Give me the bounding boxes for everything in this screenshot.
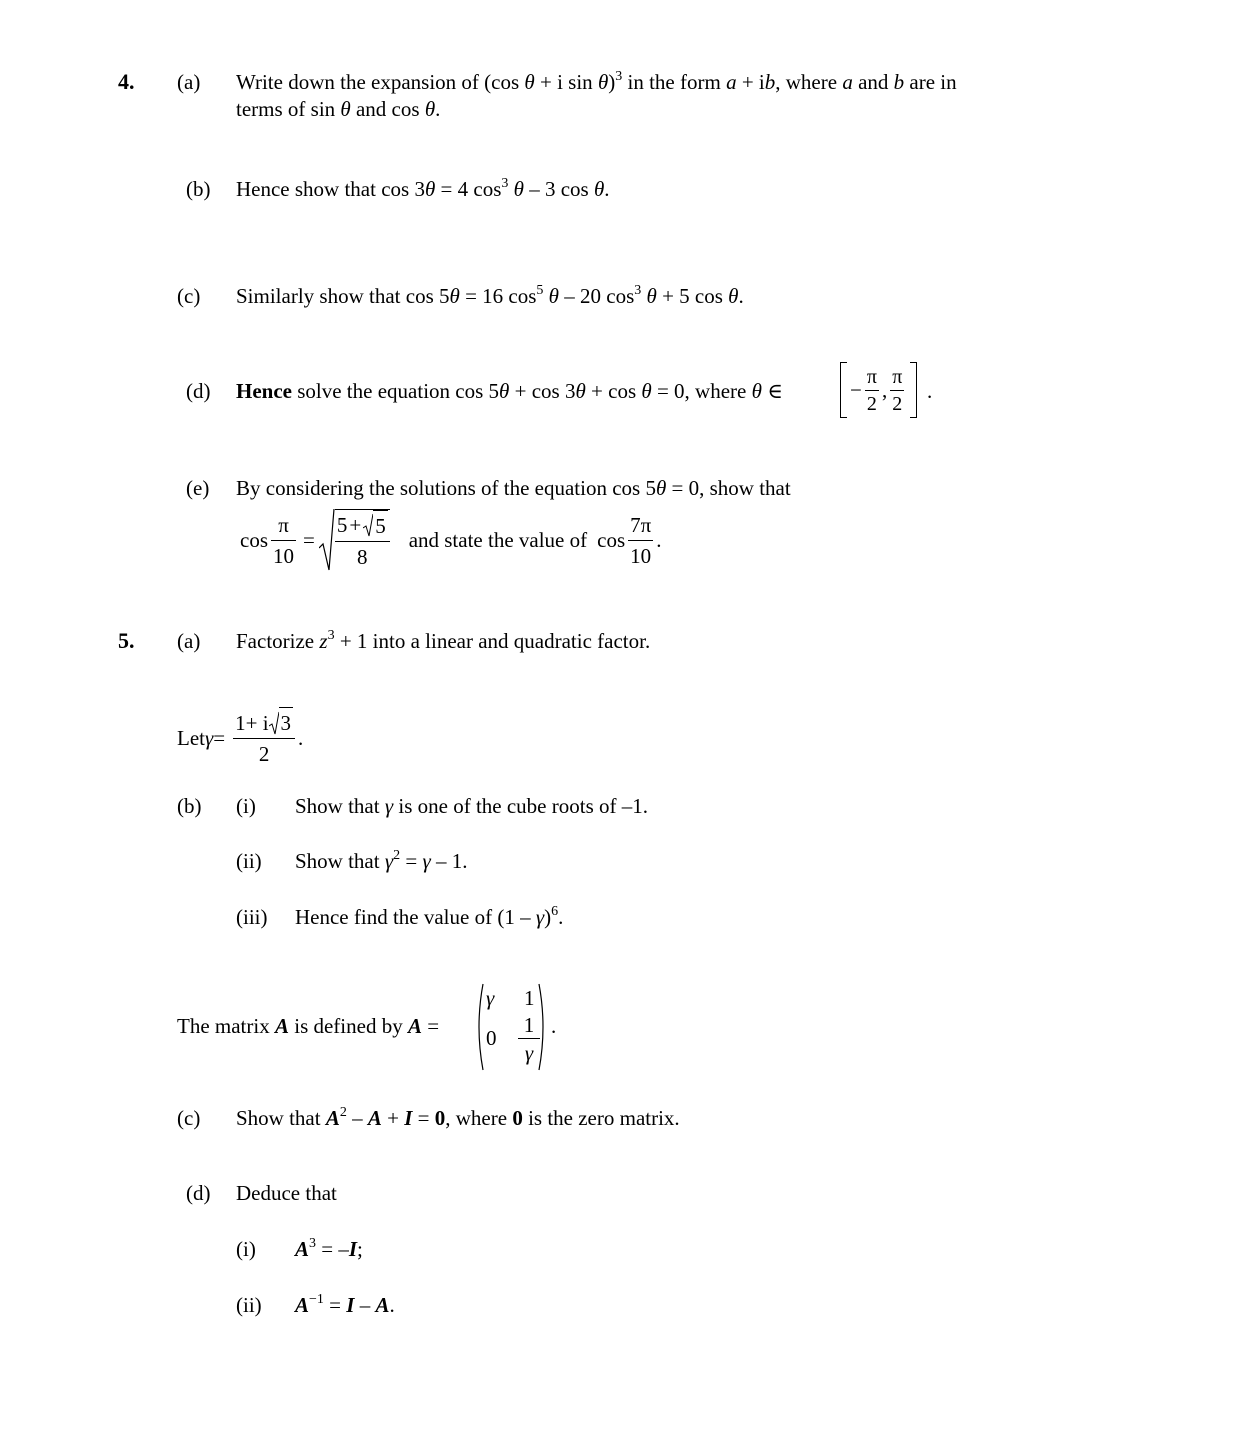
q4d-end: . — [927, 379, 933, 403]
matrix-r2c2: 1 γ — [518, 1012, 540, 1067]
question-5-number: 5. — [118, 628, 135, 653]
q5b-iii-label: (iii) — [236, 905, 268, 929]
q5b-ii-text: Show that $\gamma^2 = \gamma - 1$. — [295, 848, 468, 873]
q5c-text: Show that $A^2 - A + I = 0$, where 0 is the zero matrix. — [236, 1105, 680, 1130]
q4e-formula: cos $\frac{\pi}{10}$ = 5 + 5 8 and state the value of cos $\frac{7\pi}{10}$ . — [240, 508, 661, 572]
q4a-line1: Write down the expansion of (cos θ + i sin θ)$^3$ in the form a + ib, where a and b are in — [236, 69, 957, 94]
q4a-line2: terms of sin θ and cos θ. — [236, 97, 441, 121]
interval-brackets: − $\frac{\pi}{2}$ , $\frac{\pi}{2}$ — [840, 362, 917, 418]
matrix-r1c1: γ — [486, 986, 495, 1010]
sqrt-icon — [319, 508, 335, 572]
q5c-label: (c) — [177, 1106, 201, 1130]
q4b-text: Hence show that cos 3θ = 4 $\cos^3 \theta - 3$ cos θ. — [236, 176, 610, 201]
q4d-label: (d) — [186, 379, 211, 403]
q5d-ii-text: $A^{-1} = I - A$. — [295, 1292, 395, 1317]
q4d-interval — [840, 362, 917, 418]
q4c-label: (c) — [177, 284, 201, 308]
let-gamma-definition: Let γ = 1+ i 3 2 . — [177, 706, 303, 770]
q4c-text: Similarly show that cos 5θ = 16 $\cos^5 \theta - 20$ $\cos^3 \theta + 5$ cos θ. — [236, 283, 744, 308]
matrix-r1c2: 1 — [524, 986, 535, 1010]
q4e-line1: By considering the solutions of the equation cos 5θ = 0, show that — [236, 476, 791, 500]
q5a-label: (a) — [177, 629, 201, 653]
q5a-text: Factorize $z^3 + 1$ into a linear and quadratic factor. — [236, 628, 651, 653]
matrix-r2c1: 0 — [486, 1026, 497, 1050]
q5d-text: Deduce that — [236, 1181, 337, 1205]
q5d-i-text: $A^3 = -I$; — [295, 1236, 363, 1261]
sqrt-icon — [269, 711, 279, 735]
q5b-iii-text: Hence find the value of (1 – γ)$^6$. — [295, 904, 564, 929]
left-paren-icon — [474, 982, 484, 1072]
q5b-i-text: Show that γ is one of the cube roots of –1. — [295, 794, 648, 818]
right-paren-icon — [538, 982, 548, 1072]
q5b-ii-label: (ii) — [236, 849, 262, 873]
q4d-text: Hence solve the equation cos 5θ + cos 3θ + cos θ = 0, where θ ∈ — [236, 379, 783, 403]
q5b-label: (b) — [177, 794, 202, 818]
sqrt-icon — [363, 513, 373, 537]
q5d-label: (d) — [186, 1181, 211, 1205]
matrix-A — [474, 982, 557, 1072]
q5d-i-label: (i) — [236, 1237, 256, 1261]
q4e-label: (e) — [186, 476, 210, 500]
matrix-definition-text: The matrix A is defined by A = — [177, 1014, 440, 1038]
question-4-number: 4. — [118, 69, 135, 94]
q4a-label: (a) — [177, 70, 201, 94]
q4b-label: (b) — [186, 177, 211, 201]
q5d-ii-label: (ii) — [236, 1293, 262, 1317]
q5b-i-label: (i) — [236, 794, 256, 818]
matrix-end: . — [551, 1014, 557, 1038]
